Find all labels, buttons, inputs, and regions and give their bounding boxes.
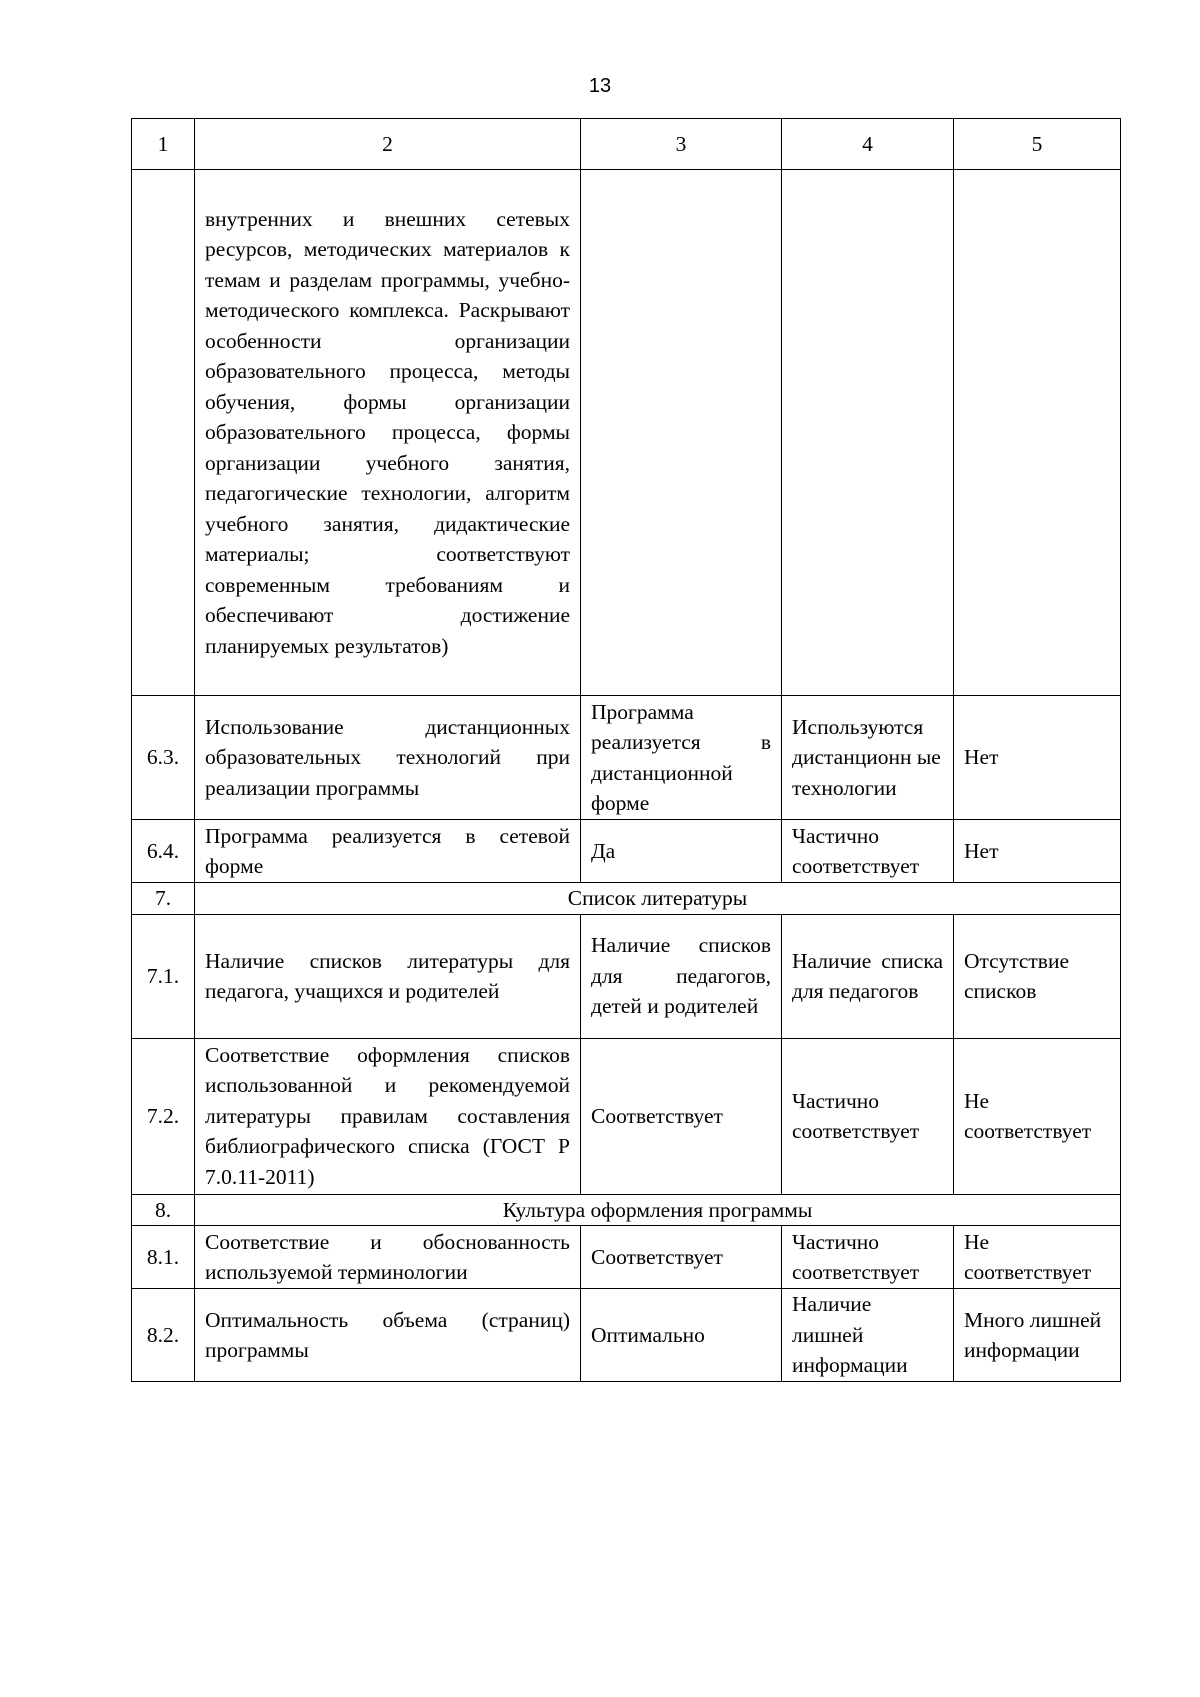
criterion-cell: Наличие списков литературы для педагога, учащихся и родителей <box>195 914 581 1038</box>
table-row <box>132 914 1121 1038</box>
section-row <box>132 1194 1121 1226</box>
table-row <box>132 1289 1121 1382</box>
section-title: Список литературы <box>195 883 1121 915</box>
section-row <box>132 883 1121 915</box>
criteria-table <box>131 118 1121 1382</box>
table-row <box>132 820 1121 883</box>
section-number: 7. <box>132 883 195 915</box>
score-2-cell: Да <box>581 820 782 883</box>
score-1-cell: Частично соответствует <box>782 820 954 883</box>
row-number: 8.2. <box>132 1289 195 1382</box>
row-number: 6.3. <box>132 696 195 820</box>
score-0-cell: Нет <box>954 820 1121 883</box>
section-title: Культура оформления программы <box>195 1194 1121 1226</box>
score-1-cell: Используются дистанционн ые технологии <box>782 696 954 820</box>
score-0-cell: Не соответствует <box>954 1226 1121 1289</box>
section-number: 8. <box>132 1194 195 1226</box>
score-1-cell <box>782 170 954 696</box>
criterion-cell: Соответствие оформления списков использованной и рекомендуемой литературы правилам составления библиографического списка (ГОСТ Р 7.0.11-2011) <box>195 1038 581 1194</box>
score-2-cell: Соответствует <box>581 1226 782 1289</box>
column-header-1: 1 <box>132 119 195 170</box>
score-2-cell: Программа реализуется в дистанционной форме <box>581 696 782 820</box>
score-0-cell: Много лишней информации <box>954 1289 1121 1382</box>
score-1-cell: Частично соответствует <box>782 1226 954 1289</box>
row-number: 7.2. <box>132 1038 195 1194</box>
table-header-row <box>132 119 1121 170</box>
table-row <box>132 1226 1121 1289</box>
column-header-5: 5 <box>954 119 1121 170</box>
score-2-cell: Оптимально <box>581 1289 782 1382</box>
score-0-cell: Нет <box>954 696 1121 820</box>
row-number <box>132 170 195 696</box>
column-header-3: 3 <box>581 119 782 170</box>
score-2-cell: Соответствует <box>581 1038 782 1194</box>
table-row <box>132 696 1121 820</box>
score-2-cell <box>581 170 782 696</box>
criterion-cell: Оптимальность объема (страниц) программы <box>195 1289 581 1382</box>
row-number: 6.4. <box>132 820 195 883</box>
column-header-2: 2 <box>195 119 581 170</box>
page-number: 13 <box>588 75 612 97</box>
score-1-cell: Наличие списка для педагогов <box>782 914 954 1038</box>
criterion-cell: внутренних и внешних сетевых ресурсов, методических материалов к темам и разделам программы, учебно-методического комплекса. Раскрывают особенности организации образовательного процесса, методы обучения, формы организации образовательного процесса, формы организации учебного занятия, педагогические технологии, алгоритм учебного занятия, дидактические материалы; соответствуют современным требованиям и обеспечивают достижение планируемых результатов) <box>195 170 581 696</box>
row-number: 8.1. <box>132 1226 195 1289</box>
criterion-cell: Соответствие и обоснованность используемой терминологии <box>195 1226 581 1289</box>
score-2-cell: Наличие списков для педагогов, детей и родителей <box>581 914 782 1038</box>
criterion-cell: Использование дистанционных образовательных технологий при реализации программы <box>195 696 581 820</box>
score-1-cell: Частично соответствует <box>782 1038 954 1194</box>
score-0-cell: Не соответствует <box>954 1038 1121 1194</box>
score-1-cell: Наличие лишней информации <box>782 1289 954 1382</box>
score-0-cell: Отсутствие списков <box>954 914 1121 1038</box>
row-number: 7.1. <box>132 914 195 1038</box>
score-0-cell <box>954 170 1121 696</box>
criterion-cell: Программа реализуется в сетевой форме <box>195 820 581 883</box>
table-row <box>132 170 1121 696</box>
table-row <box>132 1038 1121 1194</box>
column-header-4: 4 <box>782 119 954 170</box>
